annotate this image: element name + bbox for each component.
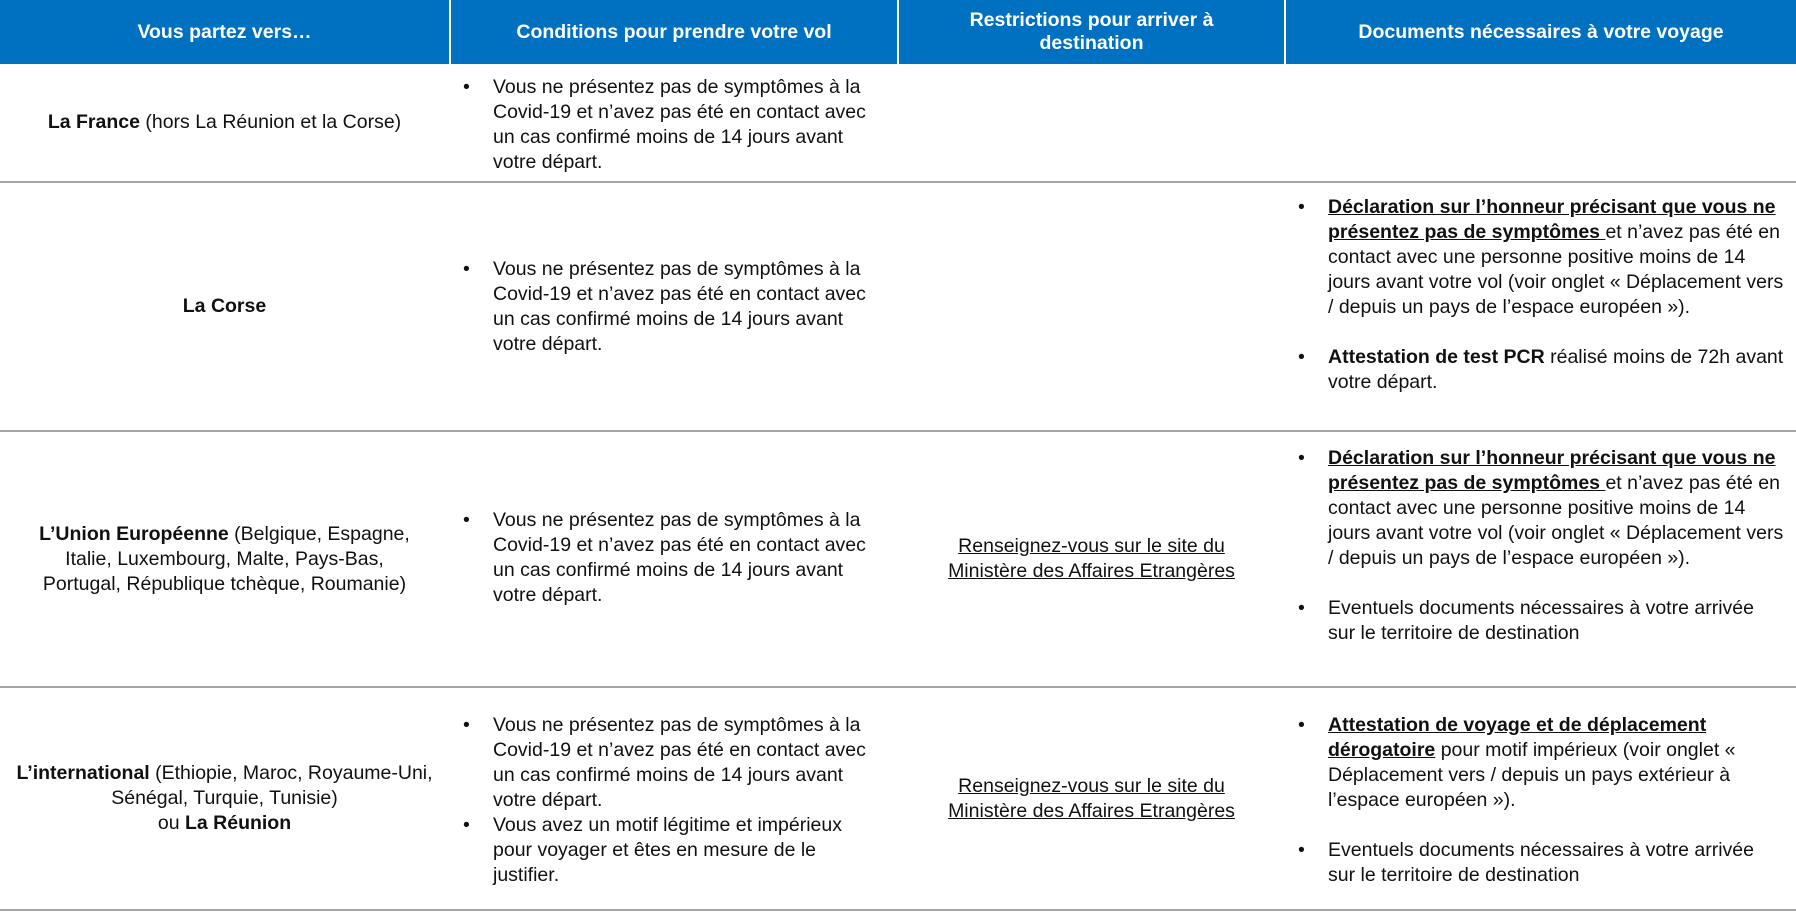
destination-detail: (Belgique, Espagne, Italie, Luxembourg, Malte, Pays-Bas, Portugal, République tchèque, Roumanie) [42, 522, 410, 595]
destination-name: L’international [16, 762, 150, 784]
document-item: • Déclaration sur l’honneur précisant que vous ne présentez pas de symptômes et n’avez pas été en contact avec une personne positive moins de 14 jours avant votre vol (voir onglet « Déplacement vers / depuis un pays de l’espace européen »). [1294, 446, 1784, 571]
restrictions-cell [899, 183, 1284, 430]
table-row-corse [0, 183, 1796, 430]
documents-cell [1294, 446, 1784, 686]
table-row-international [0, 688, 1796, 909]
document-item: • Eventuels documents nécessaires à votre arrivée sur le territoire de destination [1294, 838, 1784, 888]
document-item: • Eventuels documents nécessaires à votre arrivée sur le territoire de destination [1294, 596, 1784, 646]
documents-cell [1294, 713, 1784, 909]
table-header [0, 0, 1796, 64]
header-destination: Vous partez vers… [0, 0, 449, 64]
condition-item: • Vous ne présentez pas de symptômes à la Covid-19 et n’avez pas été en contact avec un cas confirmé moins de 14 jours avant votre départ. [459, 508, 879, 608]
document-item: • Attestation de voyage et de déplacement dérogatoire pour motif impérieux (voir onglet « Déplacement vers / depuis un pays extérieur à l’espace européen »). [1294, 713, 1784, 813]
row-divider [0, 909, 1796, 911]
conditions-cell [459, 75, 879, 181]
restrictions-cell [899, 64, 1284, 181]
attestation-deplacement-link[interactable]: Attestation de voyage et de déplacement dérogatoire [1328, 714, 1707, 761]
table-row-union-europeenne [0, 432, 1796, 686]
destination-name: La Réunion [184, 812, 292, 834]
destination-detail: (Ethiopie, Maroc, Royaume-Uni, Sénégal, Turquie, Tunisie) [111, 762, 433, 809]
table-row-france [0, 64, 1796, 181]
destination-cell [0, 64, 449, 181]
destination-detail: (hors La Réunion et la Corse) [139, 111, 402, 133]
documents-cell [1286, 64, 1796, 181]
documents-cell [1294, 195, 1784, 430]
conditions-cell [459, 257, 879, 430]
header-restrictions: Restrictions pour arriver à destination [899, 0, 1284, 64]
restrictions-cell [899, 432, 1284, 686]
restrictions-cell [899, 688, 1284, 909]
destination-name: La France [47, 111, 140, 133]
condition-item: • Vous ne présentez pas de symptômes à la Covid-19 et n’avez pas été en contact avec un cas confirmé moins de 14 jours avant votre départ. [459, 75, 879, 175]
document-item: • Attestation de test PCR réalisé moins de 72h avant votre départ. [1294, 345, 1784, 395]
header-conditions: Conditions pour prendre votre vol [451, 0, 897, 64]
destination-cell: L’international (Ethiopie, Maroc, Royaume-Uni, Sénégal, Turquie, Tunisie) ou La Réunion [16, 762, 433, 834]
header-documents: Documents nécessaires à votre voyage [1286, 0, 1796, 64]
document-item: • Déclaration sur l’honneur précisant que vous ne présentez pas de symptômes et n’avez pas été en contact avec une personne positive moins de 14 jours avant votre vol (voir onglet « Déplacement vers / depuis un pays de l’espace européen »). [1294, 195, 1784, 320]
condition-item: • Vous ne présentez pas de symptômes à la Covid-19 et n’avez pas été en contact avec un cas confirmé moins de 14 jours avant votre départ. [459, 713, 879, 813]
destination-cell [0, 183, 449, 430]
conditions-cell [459, 508, 879, 686]
destination-cell [0, 432, 449, 686]
condition-item: • Vous avez un motif légitime et impérieux pour voyager et êtes en mesure de le justifier. [459, 813, 879, 888]
declaration-honneur-link[interactable]: Déclaration sur l’honneur précisant que vous ne présentez pas de symptômes [1328, 447, 1776, 494]
declaration-honneur-link[interactable]: Déclaration sur l’honneur précisant que vous ne présentez pas de symptômes [1328, 196, 1776, 243]
destination-name: La Corse [182, 295, 267, 317]
ministere-affaires-etrangeres-link[interactable]: Renseignez-vous sur le site du Ministère des Affaires Etrangères [948, 535, 1235, 582]
condition-item: • Vous ne présentez pas de symptômes à la Covid-19 et n’avez pas été en contact avec un cas confirmé moins de 14 jours avant votre départ. [459, 257, 879, 357]
destination-name: L’Union Européenne [39, 522, 229, 545]
conditions-cell [459, 713, 879, 909]
ministere-affaires-etrangeres-link[interactable]: Renseignez-vous sur le site du Ministère des Affaires Etrangères [948, 774, 1235, 822]
